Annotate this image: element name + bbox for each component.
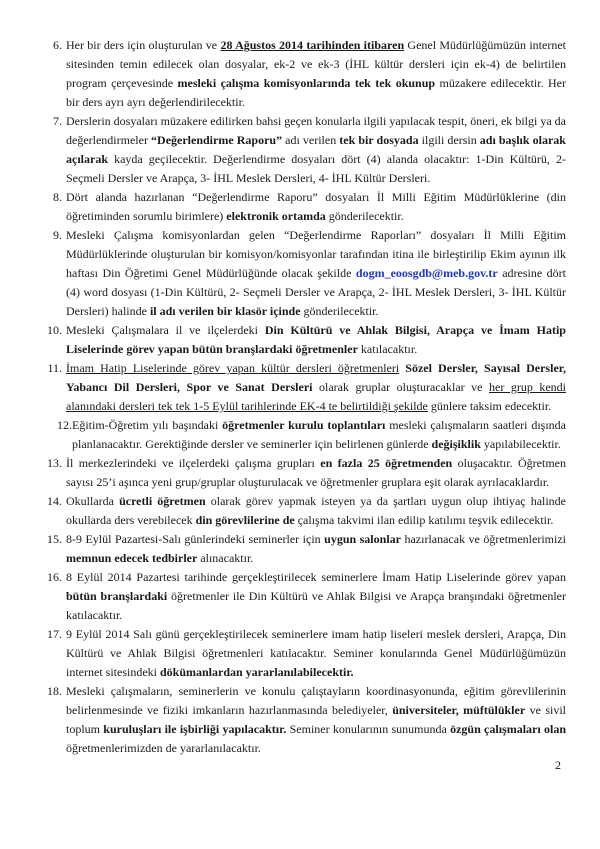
text-segment: öğretmenlerimizden de yararlanılacaktır. [66,741,261,755]
text-segment: Genel Müdürlüğümüzün internet sitesinden temin edilecek olan dosyalar, ek-2 ve ek-3 (İHL kültür dersleri için ek-4) de belirtilen program çerçevesinde [66,38,566,90]
text-segment: kuruluşları ile işbirliği yapılacaktır. [103,722,287,736]
text-segment: oluşacaktır. Öğretmen sayısı 25’i aşınca yeni grup/gruplar oluşturulacak ve öğretmenler gruplara eşit olarak ayrılacaklardır. [66,456,566,489]
item-number: 11. [47,361,62,375]
list-item [44,416,566,454]
text-segment: 9 Eylül 2014 Salı günü gerçekleştirilecek seminerlere imam hatip liseleri meslek dersleri, Arapça, Din Kültürü ve Ahlak Bilgisi öğretmenleri katılacaktır. Seminer konularında Genel Müdürlüğümüzün internet sitesindeki [66,627,566,679]
list-item [44,112,566,188]
item-number: 6. [53,38,62,52]
item-number: 8. [53,190,62,204]
text-segment: 8 Eylül 2014 Pazartesi tarihinde gerçekleştirilecek seminerlere İmam Hatip Liselerinde görev yapan [66,570,566,584]
text-segment: bütün branşlardaki [66,589,168,603]
text-segment: olarak gruplar oluşturacaklar ve [312,380,489,394]
item-number: 15. [47,532,62,546]
list-item [44,321,566,359]
item-number: 7. [53,114,62,128]
text-segment: katılacaktır. [357,342,418,356]
text-segment: 8-9 Eylül Pazartesi-Salı günlerindeki seminerler için [66,532,325,546]
text-segment: İmam Hatip Liselerinde görev yapan kültür dersleri öğretmenleri [66,361,400,375]
text-segment: ücretli öğretmen [119,494,206,508]
text-segment: alınacaktır. [197,551,254,565]
text-segment: il adı verilen bir klasör içinde [149,304,301,318]
text-segment: hazırlanacak ve öğretmenlerimizi [400,532,567,546]
list-item [44,568,566,625]
text-segment: Derslerin dosyaları müzakere edilirken bahsi geçen konularla ilgili yapılacak tespit, öneri, ek bilgi ya da değerlendirmeler [66,114,566,147]
text-segment: ilgili dersin [418,133,480,147]
text-segment: dökümanlardan yararlanılabilecektir. [159,665,354,679]
text-segment: 28 Ağustos 2014 tarihinden itibaren [220,38,405,52]
text-segment: din görevlilerine de [195,513,295,527]
text-segment: mesleki çalışma komisyonlarında tek tek okunup [177,76,436,90]
text-segment: olarak görev yapmak isteyen ya da şartları uygun olup ihtiyaç halinde okullarda ders verebilecek [66,494,567,527]
text-segment: yapılabilecektir. [480,437,561,451]
text-segment: adresine dört (4) word dosyası (1-Din Kültürü, 2- Seçmeli Dersler ve Arapça, 2- İHL Meslek Dersleri, 3- İHL Kültür Dersleri) halinde [66,266,567,318]
text-segment: Mesleki Çalışma komisyonlardan gelen “Değerlendirme Raporları” dosyaları İl Milli Eğitim Müdürlüklerinde oluşturulan bir komisyon/komisyonlar tarafından itina ile birleştirilip Ekim ayının ilk haftası Din Öğretimi Genel Müdürlüğünde olacak şekilde [66,228,566,280]
text-segment: mesleki çalışmaların saatleri dışında planlanacaktır. Gerektiğinde dersler ve seminerler için belirlenen günlerde [72,418,566,451]
text-segment: Seminer konularının sunumunda [286,722,451,736]
text-segment: Her bir ders için oluşturulan ve [66,38,221,52]
text-segment: memnun edecek tedbirler [66,551,198,565]
item-number: 9. [53,228,62,242]
item-number: 16. [47,570,62,584]
text-segment: günlere taksim edecektir. [427,399,552,413]
text-segment: en fazla 25 öğretmenden [320,456,453,470]
text-segment: her grup kendi alanındaki dersleri tek tek 1-5 Eylül tarihlerinde EK-4 te belirtildiği şekilde [66,380,567,413]
text-segment: müzakere edilecektir. Her bir ders ayrı ayrı değerlendirilecektir. [66,76,566,109]
list-item [44,625,566,682]
list-item [44,454,566,492]
text-segment: Dört alanda hazırlanan “Değerlendirme Raporu” dosyaları İl Milli Eğitim Müdürlüklerine (din öğretiminden sorumlu birimlere) [66,190,566,223]
text-segment: özgün çalışmaları olan [450,722,566,736]
text-segment: adı başlık olarak açılarak [66,133,566,166]
text-segment: öğretmenler kurulu toplantıları [222,418,386,432]
list-item [44,359,566,416]
text-segment: İl merkezlerindeki ve ilçelerdeki çalışma grupları [66,456,321,470]
text-segment: Mesleki Çalışmalara il ve ilçelerdeki [66,323,265,337]
text-segment: Din Kültürü ve Ahlak Bilgisi, Arapça ve İmam Hatip Liselerinde görev yapan bütün branşlardaki öğretmenler [66,323,566,356]
text-segment: tek bir dosyada [339,133,419,147]
item-number: 18. [47,684,62,698]
email-link[interactable]: dogm_eoosgdb@meb.gov.tr [355,266,498,280]
text-segment: üniversiteler, müftülükler [392,703,526,717]
item-number: 10. [47,323,62,337]
text-segment: uygun salonlar [324,532,401,546]
text-segment: öğretmenler ile Din Kültürü ve Ahlak Bilgisi ve Arapça branşındaki öğretmenler katılacaktır. [66,589,566,622]
text-segment: Eğitim-Öğretim yılı başındaki [72,418,223,432]
text-segment: “Değerlendirme Raporu” [151,133,283,147]
list-item [44,682,566,758]
text-segment: kayda geçilecektir. Değerlendirme dosyaları dört (4) alanda olacaktır: 1-Din Kültürü, 2- Seçmeli Dersler ve Arapça, 3- İHL Meslek Dersleri, 4- İHL Kültür Dersleri. [66,152,566,185]
item-number: 12. [57,418,72,432]
item-number: 13. [47,456,62,470]
text-segment: değişiklik [431,437,481,451]
text-segment: gönderilecektir. [325,209,404,223]
text-segment: elektronik ortamda [226,209,326,223]
text-segment: Okullarda [66,494,120,508]
text-segment: ve sivil toplum [66,703,566,736]
list-item [44,36,566,112]
list-item [44,226,566,321]
page-number: 2 [555,758,561,772]
list-item [44,530,566,568]
text-segment: Sözel Dersler, Sayısal Dersler, Yabancı Dil Dersleri, Spor ve Sanat Dersleri [66,361,566,394]
list-item [44,188,566,226]
text-segment: Mesleki çalışmaların, seminerlerin ve konulu çalıştayların koordinasyonunda, eğitim görevlilerinin belirlenmesinde ve fiziki imkanların hazırlanmasında belediyeler, [66,684,566,717]
text-segment: adı verilen [282,133,340,147]
numbered-list [44,36,566,758]
list-item [44,492,566,530]
text-segment: gönderilecektir. [300,304,379,318]
item-number: 14. [47,494,62,508]
item-number: 17. [47,627,62,641]
text-segment: çalışma takvimi ilan edilip katılımı teşvik edilecektir. [294,513,554,527]
